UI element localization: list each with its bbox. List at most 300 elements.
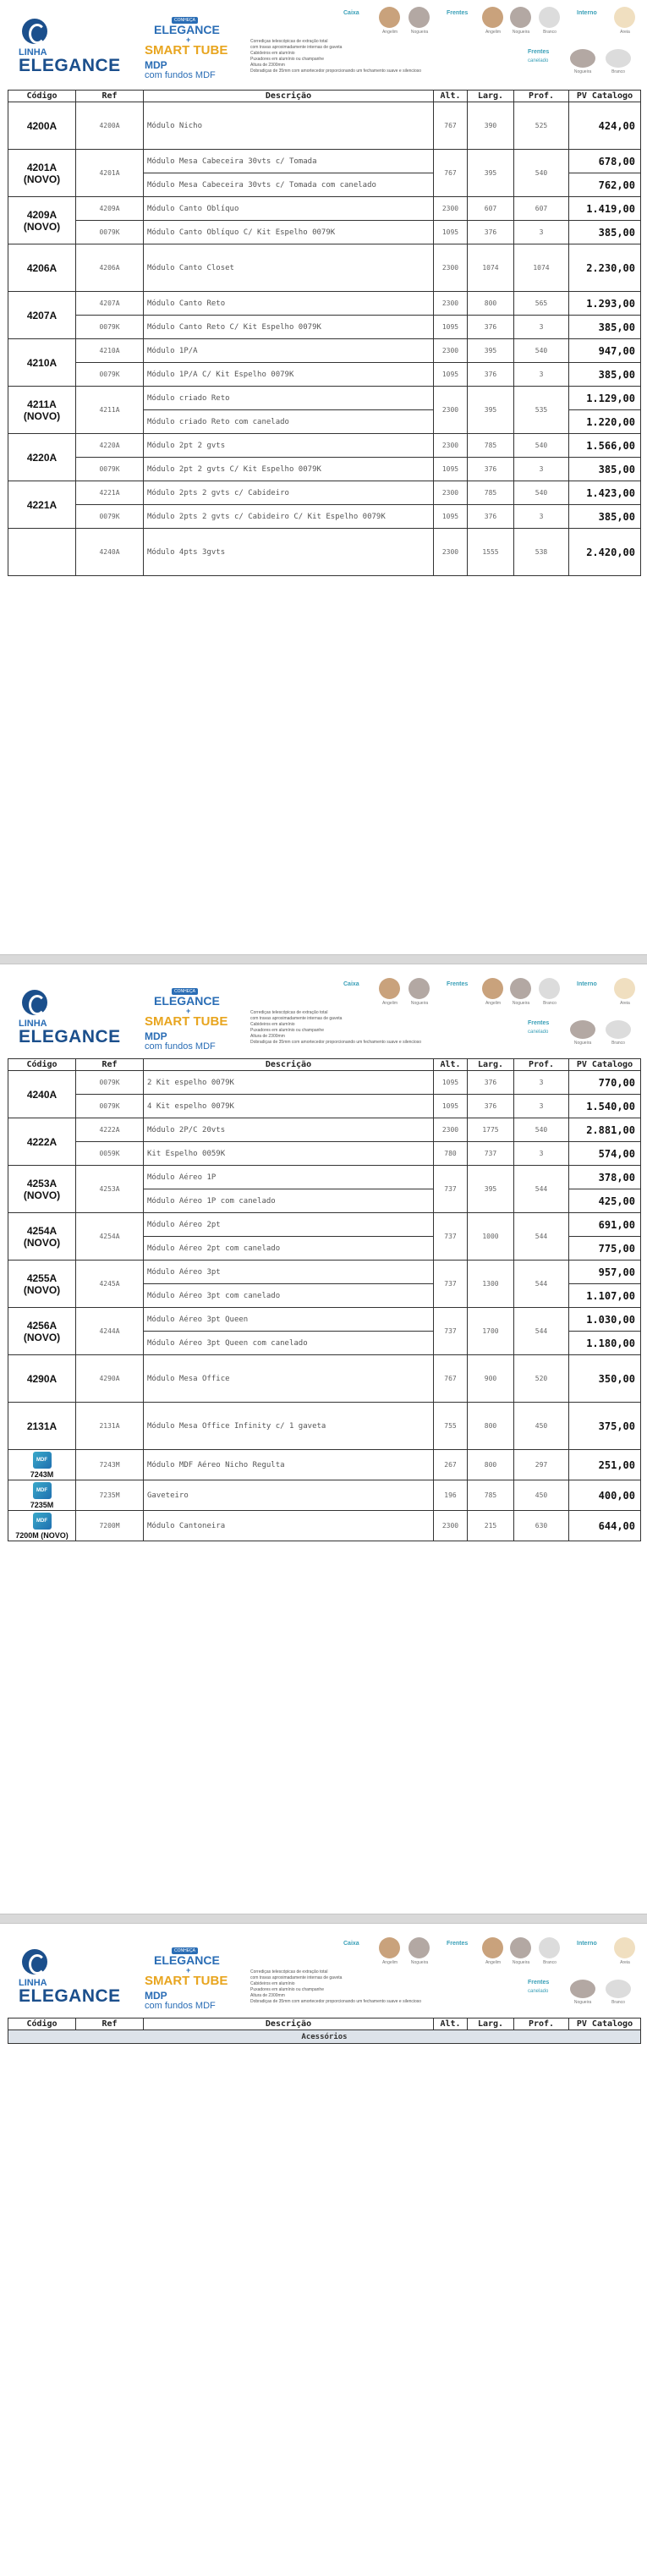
width-cell: 215 [468, 1511, 514, 1541]
brand-fundos: com fundos MDF [145, 1041, 216, 1052]
brand-tag: CONHEÇA [172, 17, 198, 24]
price-cell: 1.423,00 [569, 481, 641, 505]
table-row [8, 529, 641, 576]
swatch-nogueira [510, 1937, 531, 1958]
col-header: Código [8, 2019, 76, 2030]
price-table [8, 90, 641, 576]
price-cell: 762,00 [569, 173, 641, 197]
spec-list [250, 1010, 421, 1046]
swatch-lg-name-branco: Branco [611, 2000, 625, 2005]
swatch-angelim [482, 978, 503, 999]
depth-cell: 544 [514, 1261, 569, 1308]
table-row [8, 363, 641, 387]
price-cell: 1.293,00 [569, 292, 641, 316]
description-cell: Kit Espelho 0059K [144, 1142, 434, 1166]
spec-line: com travas aproximadamente internas de gaveta [250, 1016, 343, 1021]
height-cell: 767 [434, 102, 468, 150]
col-header: Descrição [144, 2019, 434, 2030]
code-cell [8, 1308, 76, 1355]
col-header: Ref [76, 1059, 144, 1071]
frentes-canelado-label: Frentes [528, 49, 550, 55]
depth-cell: 544 [514, 1166, 569, 1213]
code-text: 4255A (NOVO) [23, 1272, 61, 1296]
width-cell: 390 [468, 102, 514, 150]
depth-cell: 540 [514, 150, 569, 197]
price-cell: 1.129,00 [569, 387, 641, 410]
width-cell: 376 [468, 363, 514, 387]
table-row [8, 1403, 641, 1450]
table-row [8, 1095, 641, 1118]
code-text: 7243M [30, 1469, 54, 1479]
depth-cell: 544 [514, 1213, 569, 1261]
width-cell: 376 [468, 458, 514, 481]
spec-line: Corrediças telescópicas de extração total [250, 1969, 328, 1975]
height-cell: 2300 [434, 1118, 468, 1142]
swatch-branco [539, 7, 560, 28]
ref-cell: 4254A [76, 1213, 144, 1261]
price-cell: 1.220,00 [569, 410, 641, 434]
swatch-nogueira [408, 978, 430, 999]
description-cell: Módulo criado Reto com canelado [144, 410, 434, 434]
price-cell: 2.881,00 [569, 1118, 641, 1142]
width-cell: 800 [468, 292, 514, 316]
spec-line: Puxadores em alumínio ou champanhe [250, 57, 324, 62]
frentes-canelado-label: Frentes [528, 1980, 550, 1986]
code-cell [8, 1355, 76, 1403]
code-text: 7235M [30, 1500, 54, 1509]
table-header-row [8, 1059, 641, 1071]
depth-cell: 450 [514, 1480, 569, 1511]
swatch-name-angelim: Angelim [485, 1001, 502, 1006]
swatch-lg-name-nogueira: Nogueira [573, 2000, 592, 2005]
width-cell: 785 [468, 434, 514, 458]
description-cell: Módulo criado Reto [144, 387, 434, 410]
catalog-page-3 [0, 1931, 647, 2576]
description-cell: Módulo 2pts 2 gvts c/ Cabideiro C/ Kit Espelho 0079K [144, 505, 434, 529]
depth-cell: 3 [514, 316, 569, 339]
col-header: PV Catalogo [569, 2019, 641, 2030]
ref-cell: 4245A [76, 1261, 144, 1308]
swatch-lg-name-branco: Branco [611, 69, 625, 74]
description-cell: 4 Kit espelho 0079K [144, 1095, 434, 1118]
table-row [8, 387, 641, 410]
table-row [8, 221, 641, 244]
code-text: 4211A (NOVO) [23, 398, 61, 422]
code-cell [8, 197, 76, 244]
code-cell [8, 1403, 76, 1450]
logo-line-top: LINHA [19, 1019, 47, 1029]
swatch-name-angelim: Angelim [381, 1960, 398, 1965]
ref-cell: 0079K [76, 316, 144, 339]
ref-cell: 4222A [76, 1118, 144, 1142]
logo-mark [22, 990, 47, 1015]
spec-line: com travas aproximadamente internas de gaveta [250, 45, 343, 50]
spec-line: Cabideiros em alumínio [250, 51, 295, 56]
depth-cell: 540 [514, 1118, 569, 1142]
spec-list [250, 1969, 421, 2005]
col-header: PV Catalogo [569, 91, 641, 102]
code-cell [8, 1213, 76, 1261]
swatch-name-branco: Branco [543, 1960, 557, 1965]
spec-list [250, 39, 421, 74]
swatch-name-branco: Branco [543, 1001, 557, 1006]
ref-cell: 4209A [76, 197, 144, 221]
ref-cell: 0079K [76, 363, 144, 387]
height-cell: 780 [434, 1142, 468, 1166]
width-cell: 376 [468, 505, 514, 529]
description-cell: Módulo Nicho [144, 102, 434, 150]
price-cell: 350,00 [569, 1355, 641, 1403]
frentes-label: Frentes [447, 10, 469, 16]
table-body [8, 2030, 641, 2044]
ref-cell: 4210A [76, 339, 144, 363]
description-cell: Módulo 2pt 2 gvts C/ Kit Espelho 0079K [144, 458, 434, 481]
frentes-canelado-sub: canelado [528, 1989, 549, 1994]
code-cell [8, 529, 76, 576]
price-cell: 678,00 [569, 150, 641, 173]
frentes-canelado-sub: canelado [528, 1030, 549, 1035]
price-cell: 691,00 [569, 1213, 641, 1237]
brand-plus: + [186, 36, 191, 44]
spec-line: com travas aproximadamente internas de gaveta [250, 1975, 343, 1980]
description-cell: Módulo Cantoneira [144, 1511, 434, 1541]
description-cell: Módulo 2pts 2 gvts c/ Cabideiro [144, 481, 434, 505]
height-cell: 1095 [434, 1095, 468, 1118]
description-cell: Módulo Mesa Cabeceira 30vts c/ Tomada [144, 150, 434, 173]
price-cell: 385,00 [569, 221, 641, 244]
code-text: 4290A [26, 1372, 58, 1385]
width-cell: 1775 [468, 1118, 514, 1142]
price-cell: 425,00 [569, 1189, 641, 1213]
brand-smart-tube: SMART TUBE [145, 1974, 228, 1988]
price-cell: 775,00 [569, 1237, 641, 1261]
description-cell: Módulo Canto Closet [144, 244, 434, 292]
table-header-row [8, 2019, 641, 2030]
ref-cell: 0079K [76, 221, 144, 244]
caixa-label: Caixa [343, 10, 359, 16]
description-cell: Módulo Canto Reto [144, 292, 434, 316]
swatch-lg-branco [606, 1020, 631, 1039]
width-cell: 737 [468, 1142, 514, 1166]
code-text: 4209A (NOVO) [23, 208, 61, 233]
depth-cell: 607 [514, 197, 569, 221]
code-cell [8, 1166, 76, 1213]
ref-cell: 0079K [76, 458, 144, 481]
table-row [8, 292, 641, 316]
code-cell [8, 150, 76, 197]
width-cell: 376 [468, 316, 514, 339]
brand-tag: CONHEÇA [172, 988, 198, 995]
description-cell: Módulo Mesa Office Infinity c/ 1 gaveta [144, 1403, 434, 1450]
depth-cell: 1074 [514, 244, 569, 292]
frentes-canelado-sub: canelado [528, 58, 549, 63]
ref-cell: 4253A [76, 1166, 144, 1213]
width-cell: 800 [468, 1450, 514, 1480]
depth-cell: 535 [514, 387, 569, 434]
swatch-lg-branco [606, 49, 631, 68]
col-header: Prof. [514, 2019, 569, 2030]
table-row [8, 316, 641, 339]
ref-cell: 0079K [76, 1071, 144, 1095]
page-separator [0, 954, 647, 964]
brand-mdp: MDP [145, 1990, 167, 2002]
catalog-page-2 [0, 971, 647, 1909]
table-row [8, 1480, 641, 1511]
swatch-name-areia: Areia [620, 1960, 630, 1965]
header-row [8, 1059, 641, 1071]
swatch-name-angelim: Angelim [381, 30, 398, 35]
height-cell: 1095 [434, 458, 468, 481]
brand-tag: CONHEÇA [172, 1947, 198, 1954]
code-text: 4253A (NOVO) [23, 1177, 61, 1201]
spec-line: Cabideiros em alumínio [250, 1022, 295, 1027]
width-cell: 395 [468, 387, 514, 434]
frentes-label: Frentes [447, 1941, 469, 1947]
width-cell: 1074 [468, 244, 514, 292]
mdf-badge-icon: MDF [33, 1452, 52, 1469]
spec-line: Puxadores em alumínio ou champanhe [250, 1987, 324, 1992]
height-cell: 2300 [434, 529, 468, 576]
ref-cell: 2131A [76, 1403, 144, 1450]
page-header [0, 1931, 647, 2015]
ref-cell: 4290A [76, 1355, 144, 1403]
description-cell: Gaveteiro [144, 1480, 434, 1511]
depth-cell: 3 [514, 221, 569, 244]
code-text: 4256A (NOVO) [23, 1319, 61, 1343]
height-cell: 755 [434, 1403, 468, 1450]
code-cell [8, 292, 76, 339]
table-row [8, 1142, 641, 1166]
description-cell: Módulo Aéreo 1P [144, 1166, 434, 1189]
logo-mark [22, 19, 47, 44]
code-text: 7200M (NOVO) [15, 1530, 69, 1540]
spec-line: Corrediças telescópicas de extração total [250, 1010, 328, 1015]
ref-cell: 7200M [76, 1511, 144, 1541]
code-cell [8, 1511, 76, 1541]
swatch-lg-nogueira [570, 1980, 595, 1998]
height-cell: 1095 [434, 363, 468, 387]
mdf-badge-icon: MDF [33, 1482, 52, 1499]
width-cell: 1555 [468, 529, 514, 576]
width-cell: 376 [468, 1095, 514, 1118]
width-cell: 1300 [468, 1261, 514, 1308]
brand-plus: + [186, 1966, 191, 1975]
ref-cell: 0079K [76, 505, 144, 529]
logo-line-bottom: ELEGANCE [19, 1986, 121, 2006]
price-cell: 385,00 [569, 505, 641, 529]
depth-cell: 3 [514, 1095, 569, 1118]
brand-fundos: com fundos MDF [145, 70, 216, 80]
description-cell: Módulo Aéreo 3pt com canelado [144, 1284, 434, 1308]
col-header: Ref [76, 2019, 144, 2030]
width-cell: 376 [468, 1071, 514, 1095]
price-cell: 2.420,00 [569, 529, 641, 576]
price-cell: 1.180,00 [569, 1332, 641, 1355]
page-separator [0, 1914, 647, 1924]
description-cell: Módulo Mesa Office [144, 1355, 434, 1403]
code-cell [8, 244, 76, 292]
spec-line: Puxadores em alumínio ou champanhe [250, 1028, 324, 1033]
col-header: Prof. [514, 91, 569, 102]
header-row [8, 2019, 641, 2030]
swatch-name-branco: Branco [543, 30, 557, 35]
description-cell: Módulo 4pts 3gvts [144, 529, 434, 576]
table-row [8, 1308, 641, 1332]
description-cell: Módulo Canto Oblíquo [144, 197, 434, 221]
description-cell: Módulo 2P/C 20vts [144, 1118, 434, 1142]
price-table [8, 2018, 641, 2044]
code-cell [8, 1480, 76, 1511]
table-row [8, 1166, 641, 1189]
table-row [8, 339, 641, 363]
swatch-name-nogueira: Nogueira [410, 1960, 429, 1965]
brand-smart-tube: SMART TUBE [145, 1014, 228, 1029]
code-cell [8, 339, 76, 387]
swatch-angelim [379, 978, 400, 999]
ref-cell: 4220A [76, 434, 144, 458]
description-cell: Módulo Canto Oblíquo C/ Kit Espelho 0079K [144, 221, 434, 244]
depth-cell: 538 [514, 529, 569, 576]
swatch-areia [614, 978, 635, 999]
depth-cell: 520 [514, 1355, 569, 1403]
logo-line-bottom: ELEGANCE [19, 1027, 121, 1046]
description-cell: Módulo 1P/A [144, 339, 434, 363]
depth-cell: 3 [514, 458, 569, 481]
brand-elegance: ELEGANCE [154, 994, 220, 1008]
spec-line: Altura de 2300mm [250, 1034, 285, 1039]
code-text: 4222A [26, 1135, 58, 1148]
height-cell: 2300 [434, 1511, 468, 1541]
col-header: Descrição [144, 1059, 434, 1071]
description-cell: Módulo Canto Reto C/ Kit Espelho 0079K [144, 316, 434, 339]
code-text: 4220A [26, 451, 58, 464]
swatch-lg-name-nogueira: Nogueira [573, 69, 592, 74]
depth-cell: 297 [514, 1450, 569, 1480]
logo-line-bottom: ELEGANCE [19, 56, 121, 75]
description-cell: Módulo MDF Aéreo Nicho Regulta [144, 1450, 434, 1480]
depth-cell: 540 [514, 481, 569, 505]
code-text: 4201A (NOVO) [23, 161, 61, 185]
brand-mdp: MDP [145, 1030, 167, 1042]
height-cell: 2300 [434, 481, 468, 505]
code-cell [8, 481, 76, 529]
code-text: 4207A [26, 309, 58, 321]
page-header [0, 0, 647, 85]
swatch-nogueira [408, 7, 430, 28]
height-cell: 737 [434, 1261, 468, 1308]
price-cell: 424,00 [569, 102, 641, 150]
catalog-page-1 [0, 0, 647, 947]
table-row [8, 458, 641, 481]
ref-cell: 0059K [76, 1142, 144, 1166]
price-cell: 385,00 [569, 316, 641, 339]
code-cell [8, 387, 76, 434]
swatch-lg-branco [606, 1980, 631, 1998]
ref-cell: 4244A [76, 1308, 144, 1355]
height-cell: 1095 [434, 1071, 468, 1095]
price-cell: 1.107,00 [569, 1284, 641, 1308]
swatch-name-nogueira: Nogueira [512, 1960, 530, 1965]
height-cell: 2300 [434, 434, 468, 458]
swatch-name-nogueira: Nogueira [410, 30, 429, 35]
code-cell [8, 102, 76, 150]
col-header: Alt. [434, 91, 468, 102]
price-cell: 1.566,00 [569, 434, 641, 458]
width-cell: 395 [468, 1166, 514, 1213]
ref-cell: 0079K [76, 1095, 144, 1118]
code-cell [8, 1118, 76, 1166]
depth-cell: 3 [514, 1071, 569, 1095]
code-cell [8, 1261, 76, 1308]
brand-fundos: com fundos MDF [145, 2001, 216, 2011]
height-cell: 1095 [434, 505, 468, 529]
caixa-label: Caixa [343, 981, 359, 987]
width-cell: 1700 [468, 1308, 514, 1355]
depth-cell: 540 [514, 434, 569, 458]
height-cell: 767 [434, 150, 468, 197]
swatch-angelim [482, 7, 503, 28]
spec-line: Dobradiças de 35mm com amortecedor proporcionando um fechamento suave e silencioso [250, 1040, 422, 1045]
col-header: Alt. [434, 1059, 468, 1071]
width-cell: 395 [468, 150, 514, 197]
interno-label: Interno [577, 981, 597, 987]
code-text: 4240A [26, 1088, 58, 1101]
spec-line: Cabideiros em alumínio [250, 1981, 295, 1986]
description-cell: Módulo 2pt 2 gvts [144, 434, 434, 458]
price-cell: 1.030,00 [569, 1308, 641, 1332]
table-row [8, 150, 641, 173]
table-body [8, 102, 641, 576]
swatch-lg-nogueira [570, 1020, 595, 1039]
table-row [8, 1355, 641, 1403]
description-cell: 2 Kit espelho 0079K [144, 1071, 434, 1095]
price-cell: 957,00 [569, 1261, 641, 1284]
code-text: 4254A (NOVO) [23, 1224, 61, 1249]
code-text: 4200A [26, 119, 58, 132]
ref-cell: 4240A [76, 529, 144, 576]
swatch-name-nogueira: Nogueira [410, 1001, 429, 1006]
ref-cell: 7235M [76, 1480, 144, 1511]
swatch-name-nogueira: Nogueira [512, 1001, 530, 1006]
logo-line-top: LINHA [19, 47, 47, 58]
ref-cell: 4207A [76, 292, 144, 316]
width-cell: 800 [468, 1403, 514, 1450]
ref-cell: 4211A [76, 387, 144, 434]
spec-line: Corrediças telescópicas de extração total [250, 39, 328, 44]
mdf-badge-icon: MDF [33, 1513, 52, 1530]
table-row [8, 1071, 641, 1095]
col-header: Larg. [468, 1059, 514, 1071]
frentes-label: Frentes [447, 981, 469, 987]
col-header: Prof. [514, 1059, 569, 1071]
swatch-angelim [379, 1937, 400, 1958]
width-cell: 395 [468, 339, 514, 363]
width-cell: 607 [468, 197, 514, 221]
description-cell: Módulo Aéreo 3pt Queen [144, 1308, 434, 1332]
swatch-name-nogueira: Nogueira [512, 30, 530, 35]
swatch-lg-name-branco: Branco [611, 1041, 625, 1046]
height-cell: 2300 [434, 339, 468, 363]
logo-line-top: LINHA [19, 1978, 47, 1988]
price-cell: 400,00 [569, 1480, 641, 1511]
description-cell: Módulo Aéreo 2pt [144, 1213, 434, 1237]
width-cell: 785 [468, 481, 514, 505]
col-header: Alt. [434, 2019, 468, 2030]
price-table [8, 1058, 641, 1541]
description-cell: Módulo Aéreo 2pt com canelado [144, 1237, 434, 1261]
spec-line: Dobradiças de 35mm com amortecedor proporcionando um fechamento suave e silencioso [250, 1999, 422, 2004]
swatch-areia [614, 1937, 635, 1958]
